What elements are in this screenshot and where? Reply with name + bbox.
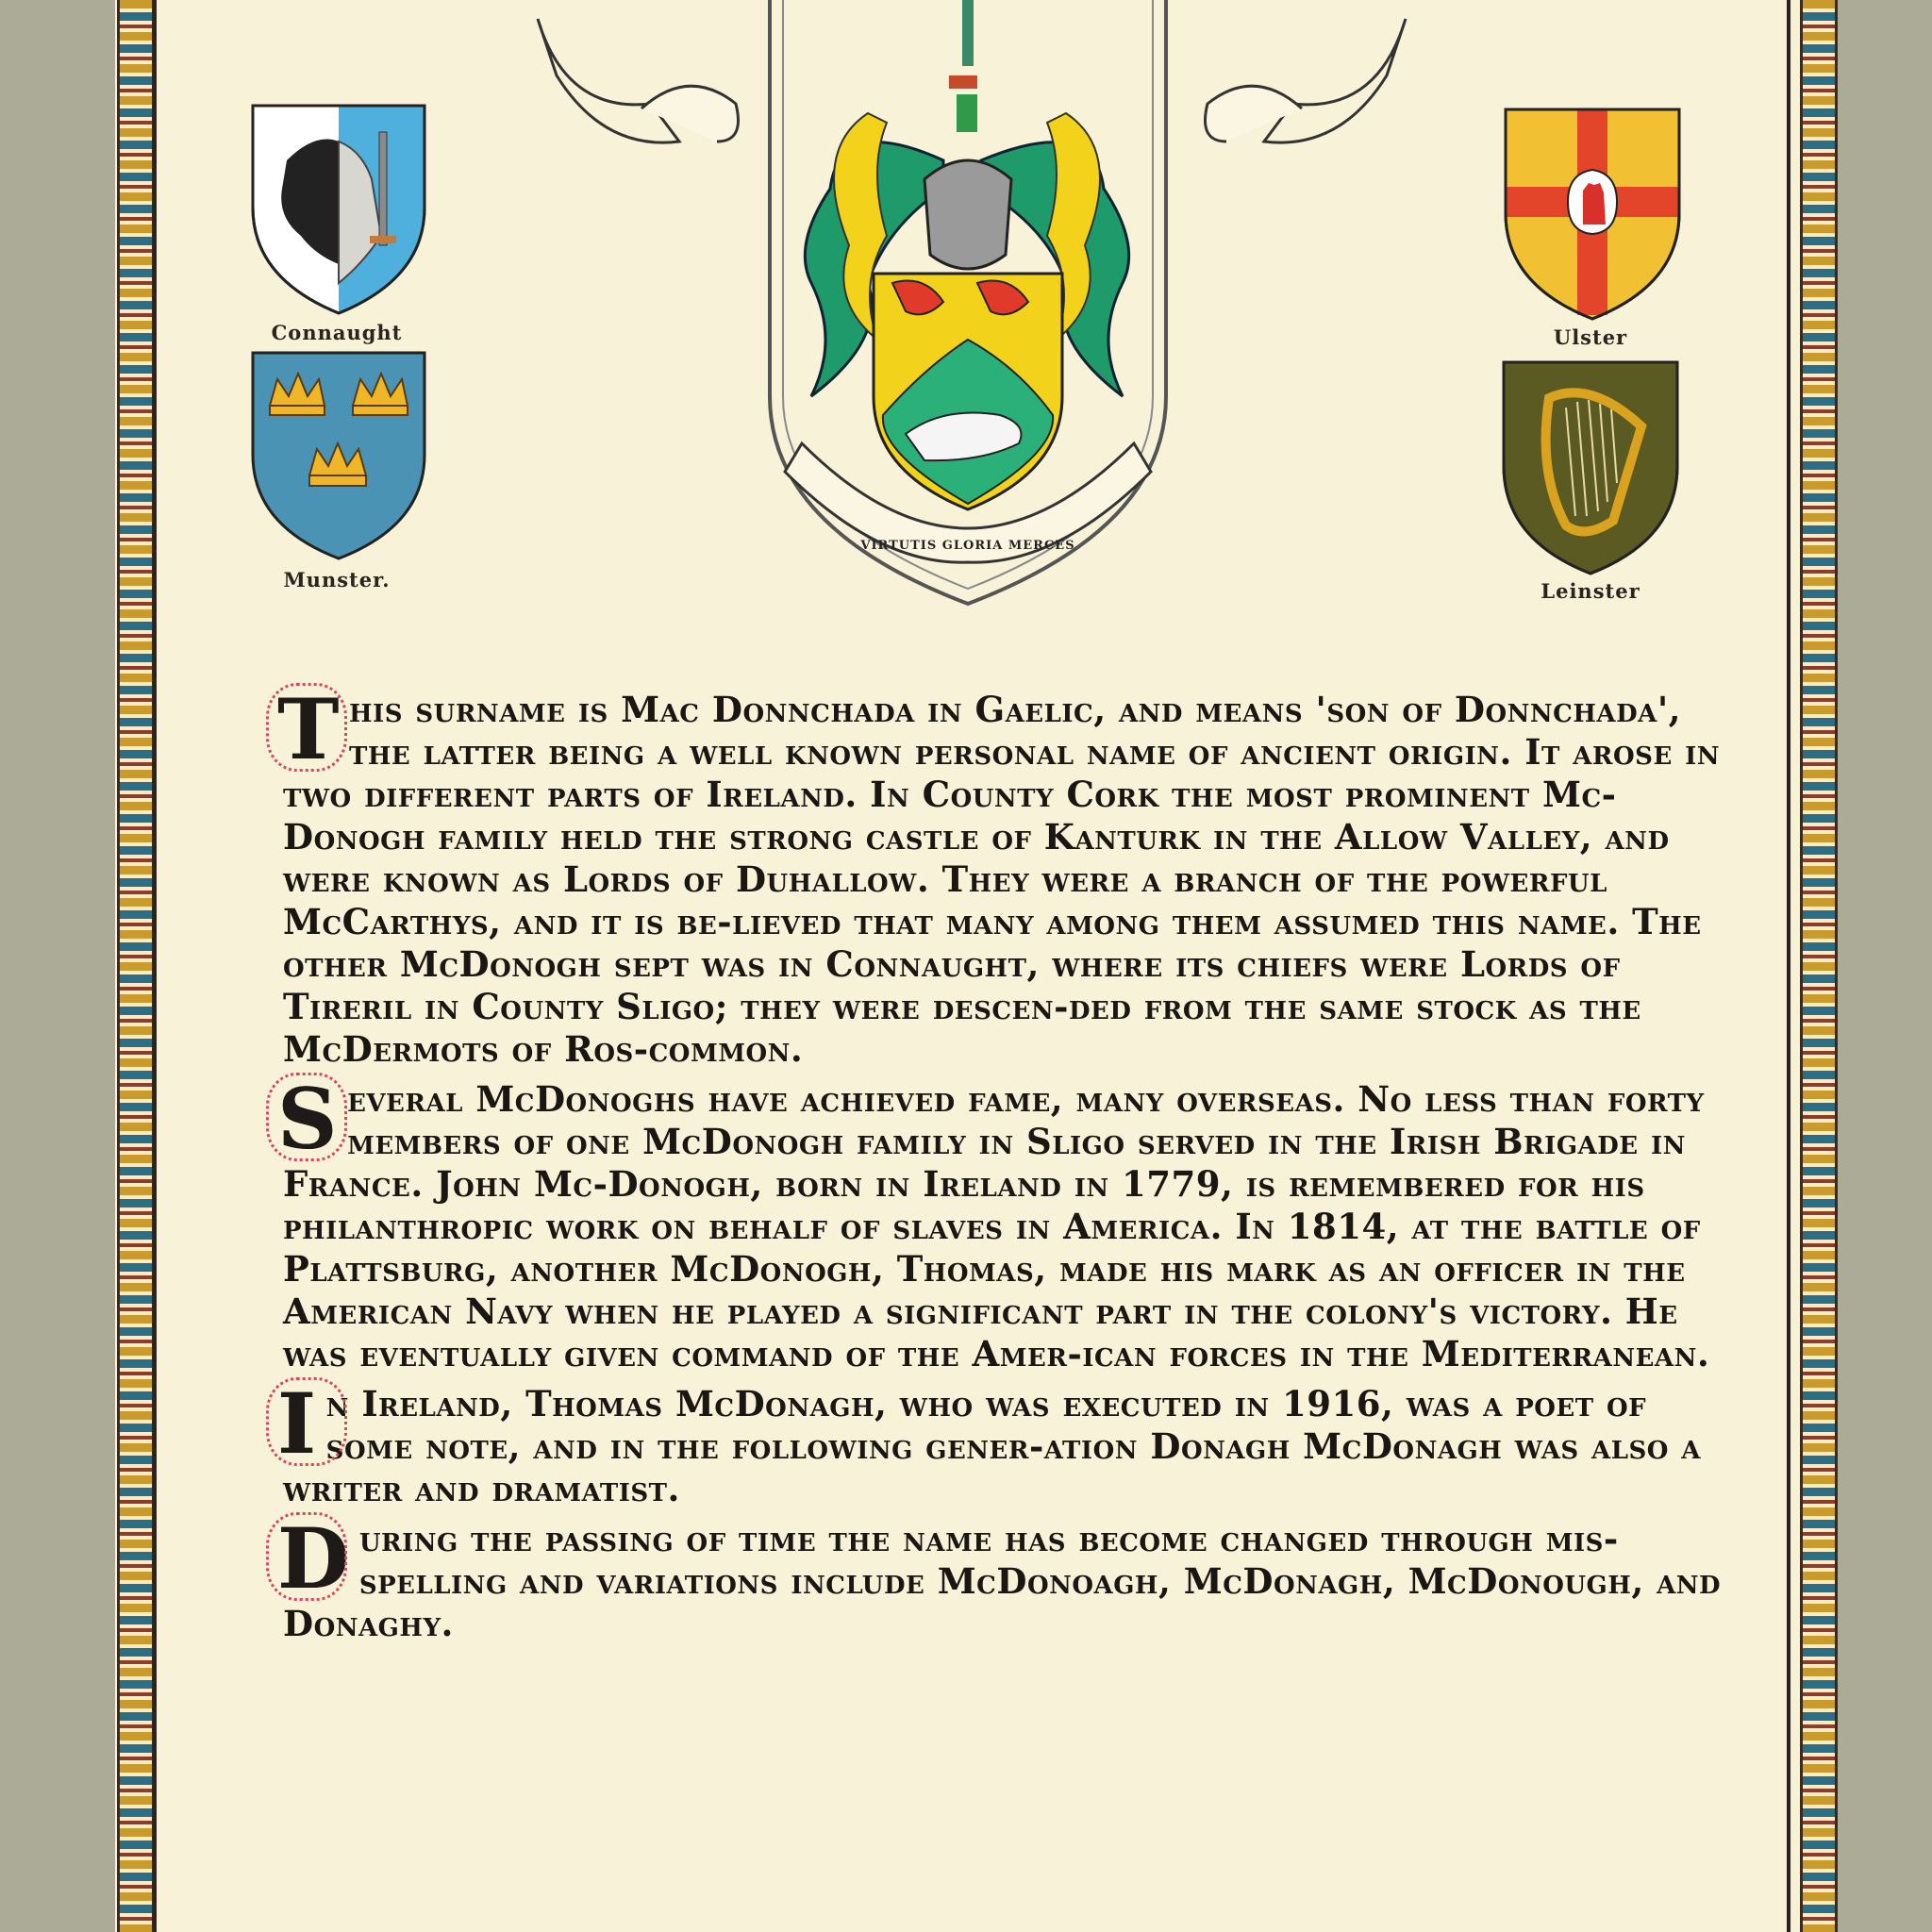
paragraph-2 — [274, 1070, 1736, 1375]
ulster-label: Ulster — [1553, 325, 1628, 349]
connaught-label: Connaught — [271, 321, 403, 344]
munster-shield-icon — [249, 351, 428, 560]
initial-s: S — [277, 1070, 339, 1168]
paragraph-3 — [274, 1374, 1736, 1510]
celtic-border-left — [117, 0, 155, 1932]
paragraph-4-text: uring the passing of time the name has become changed through mis-spelling and variations include McDonoagh, McDonagh, McDonough, and Donaghy. — [283, 1518, 1722, 1644]
motto-text: VIRTUTIS GLORIA MERCES — [860, 539, 1075, 553]
leinster-shield-icon — [1500, 360, 1681, 575]
initial-t: T — [277, 680, 340, 778]
ulster-shield-icon — [1502, 108, 1683, 321]
initial-i: I — [277, 1374, 317, 1473]
paragraph-1 — [274, 680, 1736, 1071]
paragraph-4 — [274, 1509, 1736, 1645]
connaught-shield-icon — [249, 104, 428, 316]
coat-of-arms-icon — [528, 0, 1415, 613]
initial-d: D — [277, 1509, 350, 1607]
paragraph-2-text: everal McDonoghs have achieved fame, many overseas. No less than forty members of one McDonogh family in Sligo served in the Irish Brigade in France. John Mc-Donogh, born in Ireland in 1779, is remembered for his philanthropic work on behalf of slaves in America. In 1814, at the battle of Plattsburg, another McDonogh, Thomas, made his mark as an officer in the American Navy when he played a significant part in the colony's victory. He was eventually given command of the Amer-ican forces in the Mediterranean. — [283, 1078, 1710, 1374]
border-rule-right — [1787, 0, 1790, 1932]
paragraph-3-text: n Ireland, Thomas McDonagh, who was executed in 1916, was a poet of some note, and in the following gener-ation Donagh McDonagh was also a writer and dramatist. — [283, 1383, 1701, 1509]
history-text — [274, 680, 1736, 1645]
celtic-border-right — [1800, 0, 1838, 1932]
leinster-label: Leinster — [1541, 579, 1641, 603]
paragraph-1-text: his surname is Mac Donnchada in Gaelic, and means 'son of Donnchada', the latter being a well known personal name of ancient origin. It arose in two different parts of Ireland. In County Cork the most prominent Mc-Donogh family held the strong castle of Kanturk in the Allow Valley, and were known as Lords of Duhallow. They were a branch of the powerful McCarthys, and it is be-lieved that many among them assumed this name. The other McDonogh sept was in Connaught, where its chiefs were Lords of Tireril in County Sligo; they were descen-ded from the same stock as the McDermots of Ros-common. — [283, 689, 1721, 1070]
munster-label: Munster. — [283, 568, 391, 591]
border-rule-left — [153, 0, 157, 1932]
